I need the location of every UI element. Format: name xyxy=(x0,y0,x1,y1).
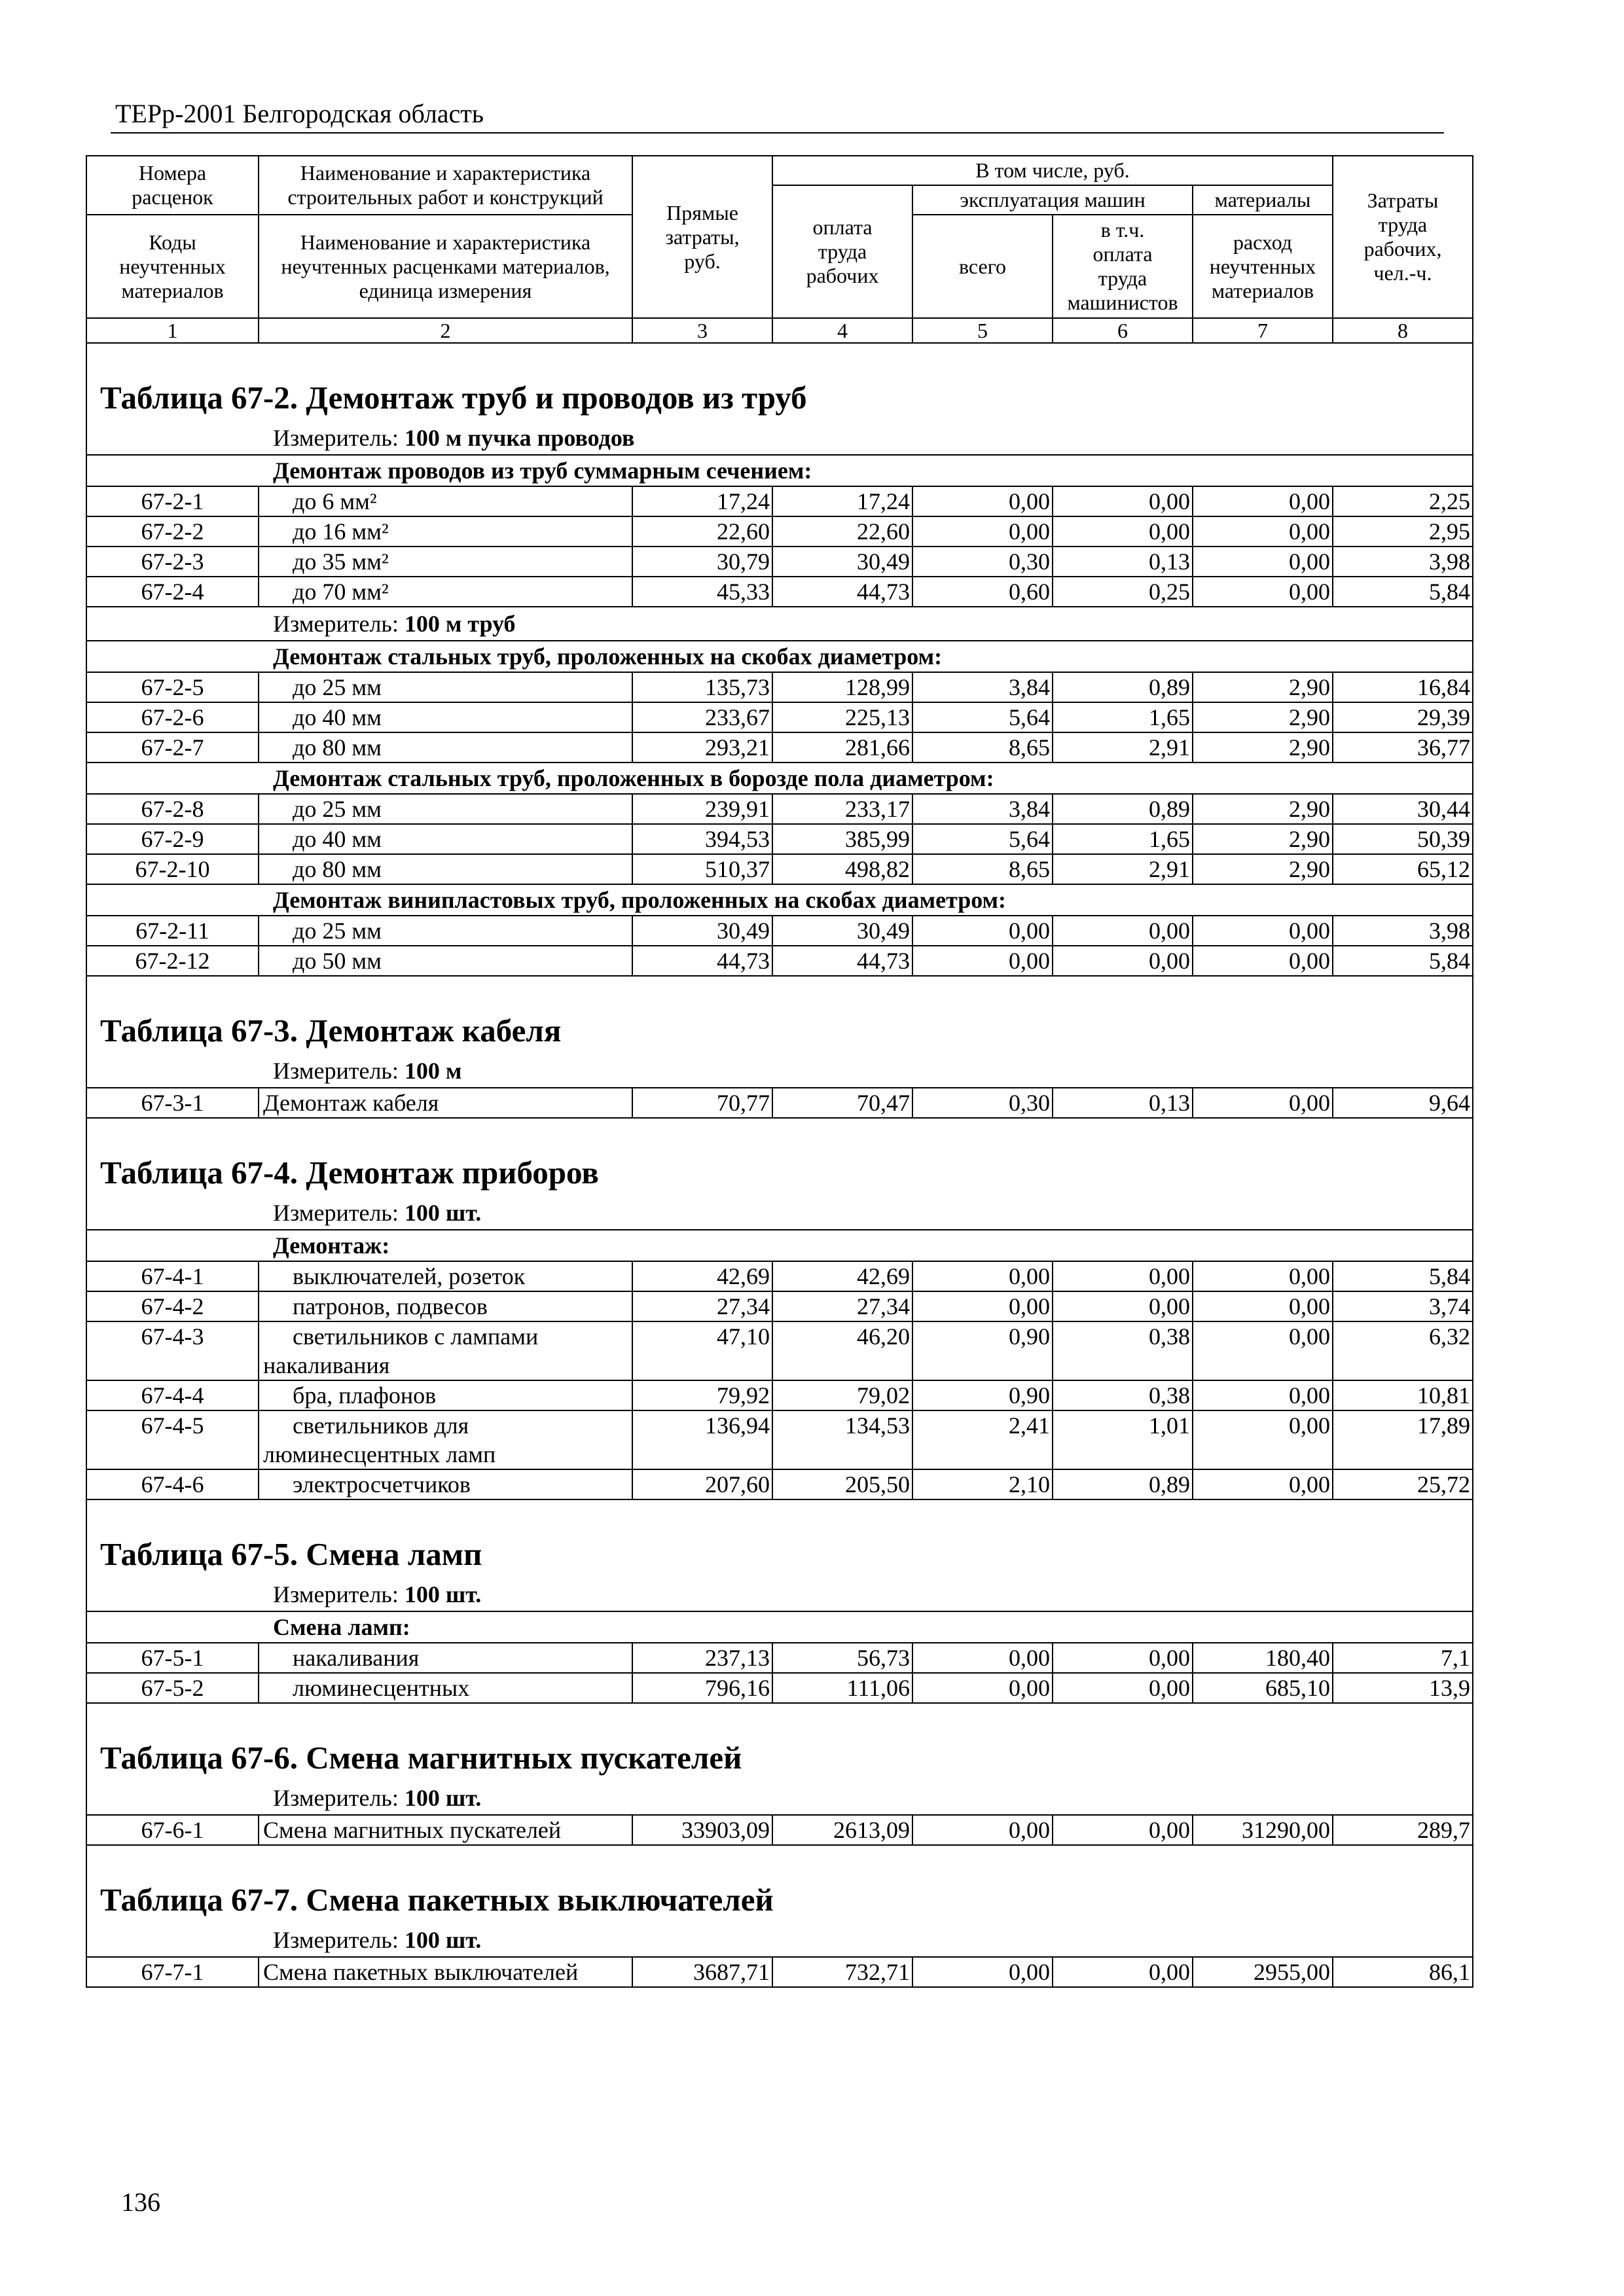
direct-costs-value: 33903,09 xyxy=(633,1816,773,1844)
rate-code: 67-4-1 xyxy=(87,1262,259,1291)
labor-pay-value: 27,34 xyxy=(773,1292,913,1321)
measure-unit-label: Измеритель: xyxy=(273,1058,399,1084)
material-consumption-value: 2,90 xyxy=(1193,855,1333,884)
material-consumption-value: 0,00 xyxy=(1193,1411,1333,1469)
machinist-pay-value: 1,65 xyxy=(1053,703,1193,732)
table-section xyxy=(87,1846,1472,1988)
group-header-row: Демонтаж: xyxy=(87,1230,1472,1262)
machinist-pay-value: 2,91 xyxy=(1053,855,1193,884)
rate-row xyxy=(87,916,1472,946)
rate-code: 67-2-9 xyxy=(87,825,259,853)
rate-row xyxy=(87,946,1472,977)
machines-total-value: 0,00 xyxy=(913,1262,1053,1291)
rate-name: патронов, подвесов xyxy=(259,1292,633,1321)
rates-table-body xyxy=(86,344,1473,1988)
machinist-pay-value: 0,13 xyxy=(1053,547,1193,576)
rate-row xyxy=(87,1322,1472,1381)
rate-code: 67-2-4 xyxy=(87,577,259,606)
rate-name: Смена пакетных выключателей xyxy=(259,1958,633,1986)
rate-row xyxy=(87,1643,1472,1674)
rate-row xyxy=(87,1958,1472,1988)
rate-name: Демонтаж кабеля xyxy=(259,1088,633,1117)
labor-costs-value: 2,25 xyxy=(1429,488,1470,514)
section-title: Таблица 67-4. Демонтаж приборов xyxy=(100,1155,599,1191)
machines-total-value: 0,00 xyxy=(913,946,1053,975)
direct-costs-value: 239,91 xyxy=(633,795,773,823)
machines-total-value: 2,41 xyxy=(913,1411,1053,1469)
labor-pay-value: 134,53 xyxy=(773,1411,913,1469)
rate-row xyxy=(87,703,1472,733)
machinist-pay-value: 0,00 xyxy=(1053,946,1193,975)
material-consumption-value: 0,00 xyxy=(1193,916,1333,945)
rate-name: электросчетчиков xyxy=(259,1470,633,1499)
column-number: 1 xyxy=(87,319,259,344)
labor-costs-value: 3,98 xyxy=(1429,918,1470,944)
direct-costs-value: 30,49 xyxy=(633,916,773,945)
machinist-pay-value: 0,00 xyxy=(1053,1262,1193,1291)
measure-unit-row xyxy=(87,1196,1472,1230)
rates-table xyxy=(86,155,1473,1988)
table-section xyxy=(87,344,1472,977)
rate-name: до 50 мм xyxy=(259,946,633,975)
labor-pay-value: 111,06 xyxy=(773,1674,913,1702)
col-header-machine-operation: эксплуатация машин xyxy=(913,186,1193,215)
measure-unit-label: Измеритель: xyxy=(273,1581,399,1607)
machines-total-value: 3,84 xyxy=(913,673,1053,702)
rate-name: светильников с лампами накаливания xyxy=(259,1322,633,1380)
machines-total-value: 5,64 xyxy=(913,825,1053,853)
rate-code: 67-4-2 xyxy=(87,1292,259,1321)
machines-total-value: 0,90 xyxy=(913,1381,1053,1410)
material-consumption-value: 0,00 xyxy=(1193,517,1333,546)
group-header-row: Смена ламп: xyxy=(87,1612,1472,1643)
rate-code: 67-5-1 xyxy=(87,1643,259,1672)
measure-unit-row xyxy=(87,607,1472,641)
rate-name: до 80 мм xyxy=(259,733,633,762)
labor-pay-value: 56,73 xyxy=(773,1643,913,1672)
direct-costs-value: 17,24 xyxy=(633,487,773,516)
machinist-pay-value: 0,00 xyxy=(1053,1674,1193,1702)
section-title: Таблица 67-5. Смена ламп xyxy=(100,1536,482,1572)
column-number: 4 xyxy=(773,319,913,344)
column-number: 5 xyxy=(913,319,1053,344)
labor-pay-value: 44,73 xyxy=(773,577,913,606)
direct-costs-value: 47,10 xyxy=(633,1322,773,1380)
direct-costs-value: 3687,71 xyxy=(633,1958,773,1986)
rate-code: 67-2-10 xyxy=(87,855,259,884)
rate-name: до 25 мм xyxy=(259,673,633,702)
machinist-pay-value: 0,89 xyxy=(1053,1470,1193,1499)
rate-row xyxy=(87,1470,1472,1500)
section-title: Таблица 67-7. Смена пакетных выключателей xyxy=(100,1882,774,1918)
machines-total-value: 0,00 xyxy=(913,1643,1053,1672)
col-header-rate-numbers: Номера расценок xyxy=(87,156,259,215)
rate-code: 67-2-7 xyxy=(87,733,259,762)
material-consumption-value: 0,00 xyxy=(1193,487,1333,516)
labor-pay-value: 281,66 xyxy=(773,733,913,762)
measure-unit-value: 100 шт. xyxy=(404,1200,482,1226)
direct-costs-value: 293,21 xyxy=(633,733,773,762)
group-header-row: Демонтаж проводов из труб суммарным сечением: xyxy=(87,456,1472,487)
rate-code: 67-4-3 xyxy=(87,1322,259,1380)
labor-costs-value: 5,84 xyxy=(1429,948,1470,974)
direct-costs-value: 136,94 xyxy=(633,1411,773,1469)
group-header-row: Демонтаж винипластовых труб, проложенных на скобах диаметром: xyxy=(87,885,1472,916)
labor-pay-value: 225,13 xyxy=(773,703,913,732)
material-consumption-value: 0,00 xyxy=(1193,1470,1333,1499)
machinist-pay-value: 1,01 xyxy=(1053,1411,1193,1469)
material-consumption-value: 0,00 xyxy=(1193,1262,1333,1291)
rate-row xyxy=(87,1816,1472,1846)
machines-total-value: 8,65 xyxy=(913,855,1053,884)
material-consumption-value: 2,90 xyxy=(1193,825,1333,853)
machinist-pay-value: 0,89 xyxy=(1053,673,1193,702)
rate-code: 67-2-5 xyxy=(87,673,259,702)
rate-name: Смена магнитных пускателей xyxy=(259,1816,633,1844)
col-header-material-name: Наименование и характеристика неучтенных расценками материалов, единица измерения xyxy=(259,215,633,319)
rate-name: до 80 мм xyxy=(259,855,633,884)
measure-unit-value: 100 шт. xyxy=(404,1785,482,1811)
labor-pay-value: 233,17 xyxy=(773,795,913,823)
group-header-row: Демонтаж стальных труб, проложенных в борозде пола диаметром: xyxy=(87,763,1472,795)
measure-unit-label: Измеритель: xyxy=(273,1927,399,1953)
rate-name: до 25 мм xyxy=(259,916,633,945)
rate-name: выключателей, розеток xyxy=(259,1262,633,1291)
labor-pay-value: 128,99 xyxy=(773,673,913,702)
material-consumption-value: 31290,00 xyxy=(1193,1816,1333,1844)
labor-costs-value: 17,89 xyxy=(1417,1412,1470,1439)
machinist-pay-value: 0,00 xyxy=(1053,487,1193,516)
direct-costs-value: 796,16 xyxy=(633,1674,773,1702)
rate-code: 67-3-1 xyxy=(87,1088,259,1117)
rate-code: 67-4-6 xyxy=(87,1470,259,1499)
material-consumption-value: 0,00 xyxy=(1193,547,1333,576)
col-header-direct-costs: Прямые затраты, руб. xyxy=(633,156,773,319)
direct-costs-value: 79,92 xyxy=(633,1381,773,1410)
rate-row xyxy=(87,1262,1472,1292)
machines-total-value: 0,00 xyxy=(913,1292,1053,1321)
rate-row xyxy=(87,855,1472,885)
labor-pay-value: 46,20 xyxy=(773,1322,913,1380)
rate-row xyxy=(87,1292,1472,1322)
labor-pay-value: 498,82 xyxy=(773,855,913,884)
header-rule xyxy=(111,132,1444,134)
machinist-pay-value: 0,00 xyxy=(1053,916,1193,945)
page-header-title: ТЕРр-2001 Белгородская область xyxy=(115,99,484,128)
rate-row xyxy=(87,1674,1472,1704)
material-consumption-value: 0,00 xyxy=(1193,1292,1333,1321)
machines-total-value: 0,60 xyxy=(913,577,1053,606)
machinist-pay-value: 0,00 xyxy=(1053,1816,1193,1844)
machines-total-value: 0,90 xyxy=(913,1322,1053,1380)
machines-total-value: 2,10 xyxy=(913,1470,1053,1499)
machines-total-value: 0,30 xyxy=(913,1088,1053,1117)
measure-unit-row xyxy=(87,1578,1472,1612)
col-header-material-consumption: расход неучтенных материалов xyxy=(1193,215,1333,319)
rate-code: 67-7-1 xyxy=(87,1958,259,1986)
labor-pay-value: 42,69 xyxy=(773,1262,913,1291)
rate-row xyxy=(87,733,1472,763)
rate-name: до 6 мм² xyxy=(259,487,633,516)
rate-code: 67-2-3 xyxy=(87,547,259,576)
table-section xyxy=(87,977,1472,1119)
labor-costs-value: 10,81 xyxy=(1417,1382,1470,1408)
rate-row xyxy=(87,577,1472,607)
rate-code: 67-2-12 xyxy=(87,946,259,975)
machinist-pay-value: 0,89 xyxy=(1053,795,1193,823)
labor-pay-value: 44,73 xyxy=(773,946,913,975)
direct-costs-value: 27,34 xyxy=(633,1292,773,1321)
rate-code: 67-4-4 xyxy=(87,1381,259,1410)
col-header-labor-costs: Затраты труда рабочих, чел.-ч. xyxy=(1333,156,1473,319)
labor-costs-value: 30,44 xyxy=(1417,796,1470,822)
machines-total-value: 3,84 xyxy=(913,795,1053,823)
rate-name: накаливания xyxy=(259,1643,633,1672)
column-number: 8 xyxy=(1333,319,1473,344)
material-consumption-value: 0,00 xyxy=(1193,1322,1333,1380)
measure-unit-value: 100 м xyxy=(404,1058,462,1084)
machines-total-value: 0,30 xyxy=(913,547,1053,576)
rate-code: 67-2-8 xyxy=(87,795,259,823)
rate-code: 67-4-5 xyxy=(87,1411,259,1469)
measure-unit-label: Измеритель: xyxy=(273,611,399,637)
material-consumption-value: 180,40 xyxy=(1193,1643,1333,1672)
section-title: Таблица 67-2. Демонтаж труб и проводов из труб xyxy=(100,380,807,416)
labor-pay-value: 17,24 xyxy=(773,487,913,516)
direct-costs-value: 45,33 xyxy=(633,577,773,606)
measure-unit-label: Измеритель: xyxy=(273,1785,399,1811)
direct-costs-value: 30,79 xyxy=(633,547,773,576)
machines-total-value: 5,64 xyxy=(913,703,1053,732)
labor-pay-value: 385,99 xyxy=(773,825,913,853)
labor-pay-value: 79,02 xyxy=(773,1381,913,1410)
machinist-pay-value: 0,25 xyxy=(1053,577,1193,606)
column-number: 7 xyxy=(1193,319,1333,344)
labor-costs-value: 6,32 xyxy=(1429,1323,1470,1350)
labor-pay-value: 30,49 xyxy=(773,916,913,945)
rate-code: 67-6-1 xyxy=(87,1816,259,1844)
col-header-work-name: Наименование и характеристика строительных работ и конструкций xyxy=(259,156,633,215)
measure-unit-value: 100 шт. xyxy=(404,1927,482,1953)
labor-costs-value: 5,84 xyxy=(1429,579,1470,605)
machinist-pay-value: 0,00 xyxy=(1053,517,1193,546)
column-number: 6 xyxy=(1053,319,1193,344)
rate-code: 67-2-11 xyxy=(87,916,259,945)
measure-unit-value: 100 шт. xyxy=(404,1581,482,1607)
material-consumption-value: 2,90 xyxy=(1193,733,1333,762)
rate-code: 67-2-1 xyxy=(87,487,259,516)
rate-code: 67-5-2 xyxy=(87,1674,259,1702)
measure-unit-label: Измеритель: xyxy=(273,1200,399,1226)
material-consumption-value: 2,90 xyxy=(1193,703,1333,732)
rate-row xyxy=(87,517,1472,547)
measure-unit-row xyxy=(87,1924,1472,1958)
labor-pay-value: 70,47 xyxy=(773,1088,913,1117)
rate-code: 67-2-6 xyxy=(87,703,259,732)
labor-costs-value: 289,7 xyxy=(1417,1817,1470,1843)
col-header-materials: материалы xyxy=(1193,186,1333,215)
measure-unit-value: 100 м труб xyxy=(404,611,516,637)
rate-name: до 40 мм xyxy=(259,825,633,853)
direct-costs-value: 70,77 xyxy=(633,1088,773,1117)
labor-costs-value: 65,12 xyxy=(1417,856,1470,882)
material-consumption-value: 0,00 xyxy=(1193,1088,1333,1117)
labor-costs-value: 3,98 xyxy=(1429,548,1470,575)
machines-total-value: 0,00 xyxy=(913,1816,1053,1844)
section-title: Таблица 67-6. Смена магнитных пускателей xyxy=(100,1740,742,1776)
labor-pay-value: 732,71 xyxy=(773,1958,913,1986)
col-header-including: В том числе, руб. xyxy=(773,156,1333,186)
labor-pay-value: 205,50 xyxy=(773,1470,913,1499)
rate-row xyxy=(87,795,1472,825)
labor-pay-value: 2613,09 xyxy=(773,1816,913,1844)
labor-costs-value: 13,9 xyxy=(1429,1675,1470,1701)
machinist-pay-value: 0,00 xyxy=(1053,1958,1193,1986)
labor-pay-value: 22,60 xyxy=(773,517,913,546)
machinist-pay-value: 0,38 xyxy=(1053,1322,1193,1380)
labor-costs-value: 50,39 xyxy=(1417,826,1470,852)
rate-row xyxy=(87,673,1472,703)
rate-row xyxy=(87,547,1472,577)
machinist-pay-value: 2,91 xyxy=(1053,733,1193,762)
machinist-pay-value: 0,00 xyxy=(1053,1292,1193,1321)
col-header-labor-pay: оплата труда рабочих xyxy=(773,186,913,319)
direct-costs-value: 44,73 xyxy=(633,946,773,975)
machines-total-value: 0,00 xyxy=(913,1674,1053,1702)
machinist-pay-value: 0,00 xyxy=(1053,1643,1193,1672)
table-header xyxy=(86,155,1473,344)
labor-costs-value: 86,1 xyxy=(1429,1959,1470,1985)
page-number: 136 xyxy=(121,2187,160,2217)
col-header-machines-total: всего xyxy=(913,215,1053,319)
rate-name: бра, плафонов xyxy=(259,1381,633,1410)
column-number: 3 xyxy=(633,319,773,344)
machinist-pay-value: 0,38 xyxy=(1053,1381,1193,1410)
rate-name: до 40 мм xyxy=(259,703,633,732)
direct-costs-value: 394,53 xyxy=(633,825,773,853)
col-header-machinist-pay: в т.ч. оплата труда машинистов xyxy=(1053,215,1193,319)
machines-total-value: 0,00 xyxy=(913,487,1053,516)
labor-costs-value: 9,64 xyxy=(1429,1090,1470,1116)
material-consumption-value: 2,90 xyxy=(1193,673,1333,702)
section-title: Таблица 67-3. Демонтаж кабеля xyxy=(100,1013,562,1049)
rate-name: до 70 мм² xyxy=(259,577,633,606)
rate-name: люминесцентных xyxy=(259,1674,633,1702)
machines-total-value: 0,00 xyxy=(913,1958,1053,1986)
rate-row xyxy=(87,825,1472,855)
rate-row xyxy=(87,487,1472,517)
direct-costs-value: 42,69 xyxy=(633,1262,773,1291)
measure-unit-label: Измеритель: xyxy=(273,425,399,451)
measure-unit-row xyxy=(87,1782,1472,1816)
material-consumption-value: 2,90 xyxy=(1193,795,1333,823)
labor-costs-value: 2,95 xyxy=(1429,518,1470,545)
material-consumption-value: 685,10 xyxy=(1193,1674,1333,1702)
labor-costs-value: 29,39 xyxy=(1417,704,1470,730)
rate-row xyxy=(87,1411,1472,1470)
direct-costs-value: 22,60 xyxy=(633,517,773,546)
machines-total-value: 0,00 xyxy=(913,517,1053,546)
rate-name: до 16 мм² xyxy=(259,517,633,546)
machines-total-value: 0,00 xyxy=(913,916,1053,945)
labor-costs-value: 16,84 xyxy=(1417,674,1470,700)
labor-costs-value: 25,72 xyxy=(1417,1471,1470,1498)
direct-costs-value: 510,37 xyxy=(633,855,773,884)
measure-unit-row xyxy=(87,422,1472,456)
labor-costs-value: 3,74 xyxy=(1429,1293,1470,1319)
material-consumption-value: 0,00 xyxy=(1193,577,1333,606)
rate-row xyxy=(87,1381,1472,1411)
rate-name: до 35 мм² xyxy=(259,547,633,576)
measure-unit-row xyxy=(87,1054,1472,1088)
material-consumption-value: 0,00 xyxy=(1193,946,1333,975)
labor-costs-value: 5,84 xyxy=(1429,1263,1470,1289)
machinist-pay-value: 0,13 xyxy=(1053,1088,1193,1117)
machines-total-value: 8,65 xyxy=(913,733,1053,762)
rate-name: до 25 мм xyxy=(259,795,633,823)
measure-unit-value: 100 м пучка проводов xyxy=(404,425,635,451)
rate-name: светильников для люминесцентных ламп xyxy=(259,1411,633,1469)
table-section xyxy=(87,1704,1472,1846)
direct-costs-value: 207,60 xyxy=(633,1470,773,1499)
rate-row xyxy=(87,1088,1472,1119)
labor-pay-value: 30,49 xyxy=(773,547,913,576)
labor-costs-value: 7,1 xyxy=(1441,1645,1470,1671)
table-section xyxy=(87,1500,1472,1704)
direct-costs-value: 135,73 xyxy=(633,673,773,702)
direct-costs-value: 233,67 xyxy=(633,703,773,732)
col-header-material-codes: Коды неучтенных материалов xyxy=(87,215,259,319)
table-section xyxy=(87,1119,1472,1500)
labor-costs-value: 36,77 xyxy=(1417,734,1470,761)
column-number: 2 xyxy=(259,319,633,344)
material-consumption-value: 0,00 xyxy=(1193,1381,1333,1410)
material-consumption-value: 2955,00 xyxy=(1193,1958,1333,1986)
rate-code: 67-2-2 xyxy=(87,517,259,546)
direct-costs-value: 237,13 xyxy=(633,1643,773,1672)
machinist-pay-value: 1,65 xyxy=(1053,825,1193,853)
group-header-row: Демонтаж стальных труб, проложенных на скобах диаметром: xyxy=(87,641,1472,673)
